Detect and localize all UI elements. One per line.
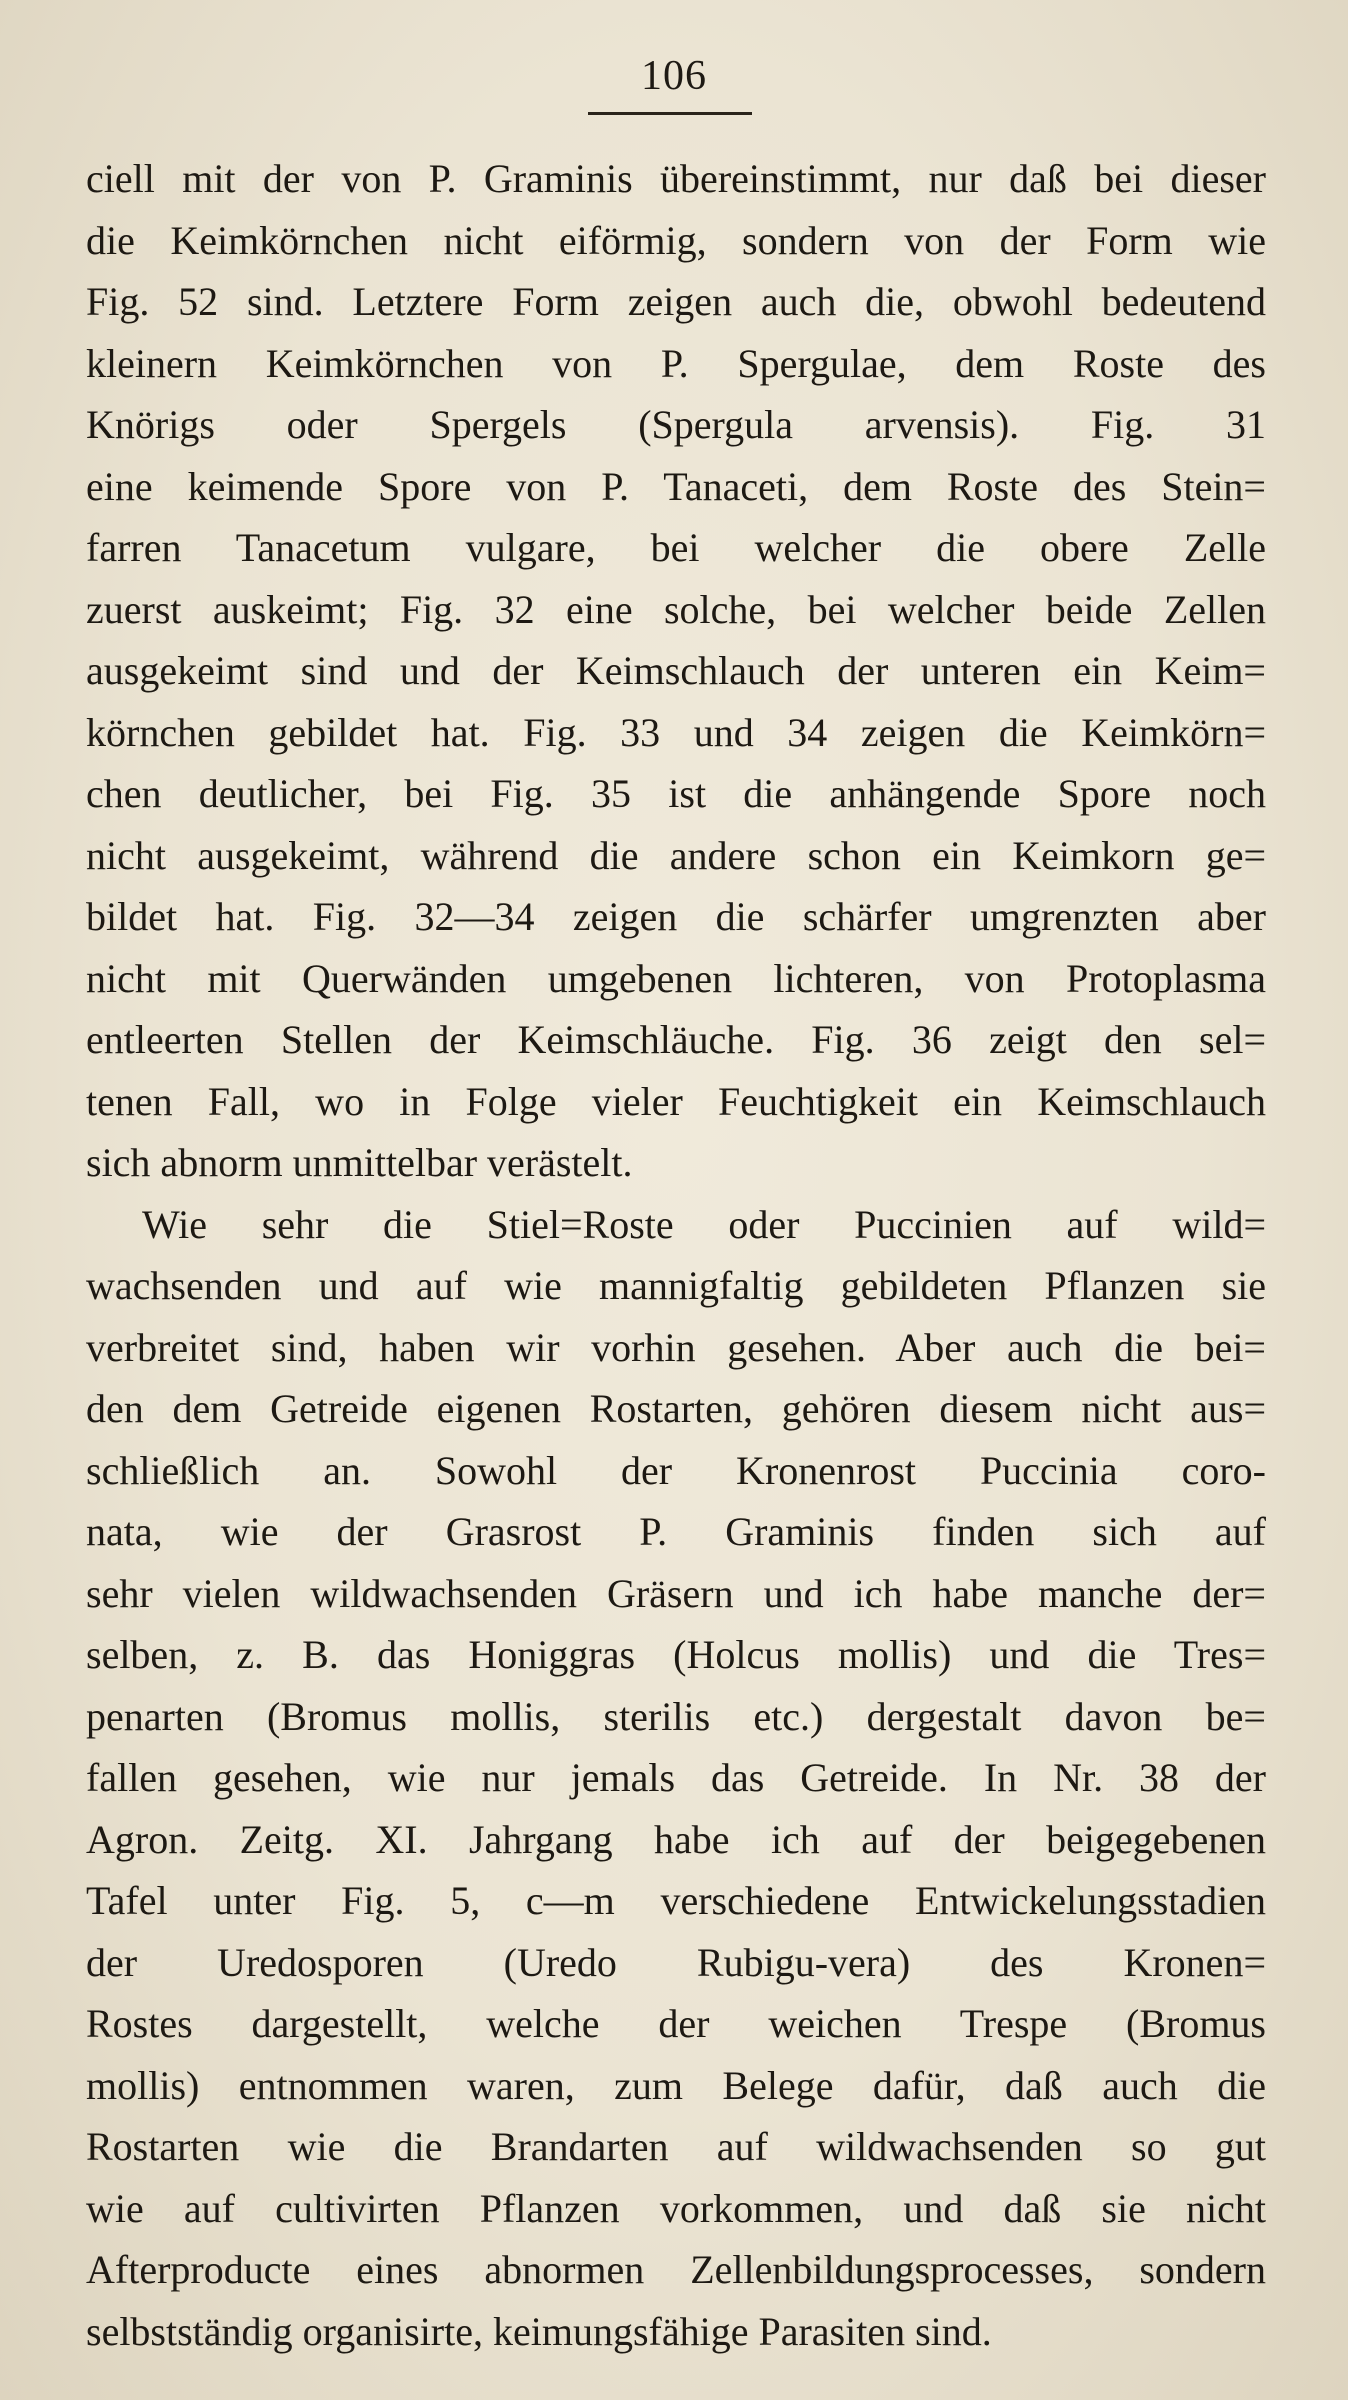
text-line: die Keimkörnchen nicht eiförmig, sondern von der Form wie	[86, 217, 1266, 263]
text-line: Rostarten wie die Brandarten auf wildwachsenden so gut	[86, 2124, 1266, 2169]
paragraph-end-line: sich abnorm unmittelbar verästelt.	[86, 1140, 633, 1185]
text-line: selben, z. B. das Honiggras (Holcus mollis) und die Tres=	[86, 1632, 1266, 1677]
text-line: kleinern Keimkörnchen von P. Spergulae, dem Roste des	[86, 340, 1266, 386]
body-text	[86, 148, 1266, 2362]
page-number-rule	[588, 112, 752, 115]
text-line: chen deutlicher, bei Fig. 35 ist die anhängende Spore noch	[86, 771, 1266, 816]
text-line: penarten (Bromus mollis, sterilis etc.) dergestalt davon be=	[86, 1693, 1266, 1739]
text-line: der Uredosporen (Uredo Rubigu-vera) des Kronen=	[86, 1939, 1266, 1985]
text-line: nicht mit Querwänden umgebenen lichteren, von Protoplasma	[86, 955, 1266, 1001]
text-line: ausgekeimt sind und der Keimschlauch der unteren ein Keim=	[86, 648, 1266, 693]
text-line: Afterproducte eines abnormen Zellenbildungsprocesses, sondern	[86, 2247, 1266, 2292]
text-line: Fig. 52 sind. Letztere Form zeigen auch die, obwohl bedeutend	[86, 279, 1266, 324]
text-line: wachsenden und auf wie mannigfaltig gebildeten Pflanzen sie	[86, 1263, 1266, 1308]
text-line: entleerten Stellen der Keimschläuche. Fig. 36 zeigt den sel=	[86, 1017, 1266, 1062]
text-line: farren Tanacetum vulgare, bei welcher die obere Zelle	[86, 525, 1266, 570]
paragraph-end-line: selbstständig organisirte, keimungsfähige Parasiten sind.	[86, 2308, 992, 2354]
text-line: mollis) entnommen waren, zum Belege dafür, daß auch die	[86, 2062, 1266, 2108]
text-line: nicht ausgekeimt, während die andere schon ein Keimkorn ge=	[86, 832, 1266, 878]
text-line: körnchen gebildet hat. Fig. 33 und 34 zeigen die Keimkörn=	[86, 709, 1266, 755]
text-line: wie auf cultivirten Pflanzen vorkommen, und daß sie nicht	[86, 2185, 1266, 2231]
text-line: Tafel unter Fig. 5, c—m verschiedene Entwickelungsstadien	[86, 1878, 1266, 1923]
paragraph-start-line: Wie sehr die Stiel=Roste oder Puccinien auf wild=	[142, 1201, 1266, 1247]
text-line: zuerst auskeimt; Fig. 32 eine solche, bei welcher beide Zellen	[86, 586, 1266, 632]
page-number: 106	[641, 53, 707, 99]
text-line: tenen Fall, wo in Folge vieler Feuchtigkeit ein Keimschlauch	[86, 1078, 1266, 1124]
text-line: bildet hat. Fig. 32—34 zeigen die schärfer umgrenzten aber	[86, 894, 1266, 939]
text-line: Agron. Zeitg. XI. Jahrgang habe ich auf der beigegebenen	[86, 1816, 1266, 1862]
text-line: den dem Getreide eigenen Rostarten, gehören diesem nicht aus=	[86, 1386, 1266, 1431]
text-line: nata, wie der Grasrost P. Graminis finden sich auf	[86, 1509, 1266, 1554]
text-line: verbreitet sind, haben wir vorhin gesehen. Aber auch die bei=	[86, 1324, 1266, 1370]
text-line: eine keimende Spore von P. Tanaceti, dem Roste des Stein=	[86, 463, 1266, 509]
text-line: Rostes dargestellt, welche der weichen Trespe (Bromus	[86, 2001, 1266, 2046]
text-line: ciell mit der von P. Graminis übereinstimmt, nur daß bei dieser	[86, 156, 1266, 201]
text-line: Knörigs oder Spergels (Spergula arvensis). Fig. 31	[86, 402, 1266, 447]
text-line: schließlich an. Sowohl der Kronenrost Puccinia coro-	[86, 1447, 1266, 1493]
text-line: sehr vielen wildwachsenden Gräsern und ich habe manche der=	[86, 1570, 1266, 1616]
text-line: fallen gesehen, wie nur jemals das Getreide. In Nr. 38 der	[86, 1755, 1266, 1800]
